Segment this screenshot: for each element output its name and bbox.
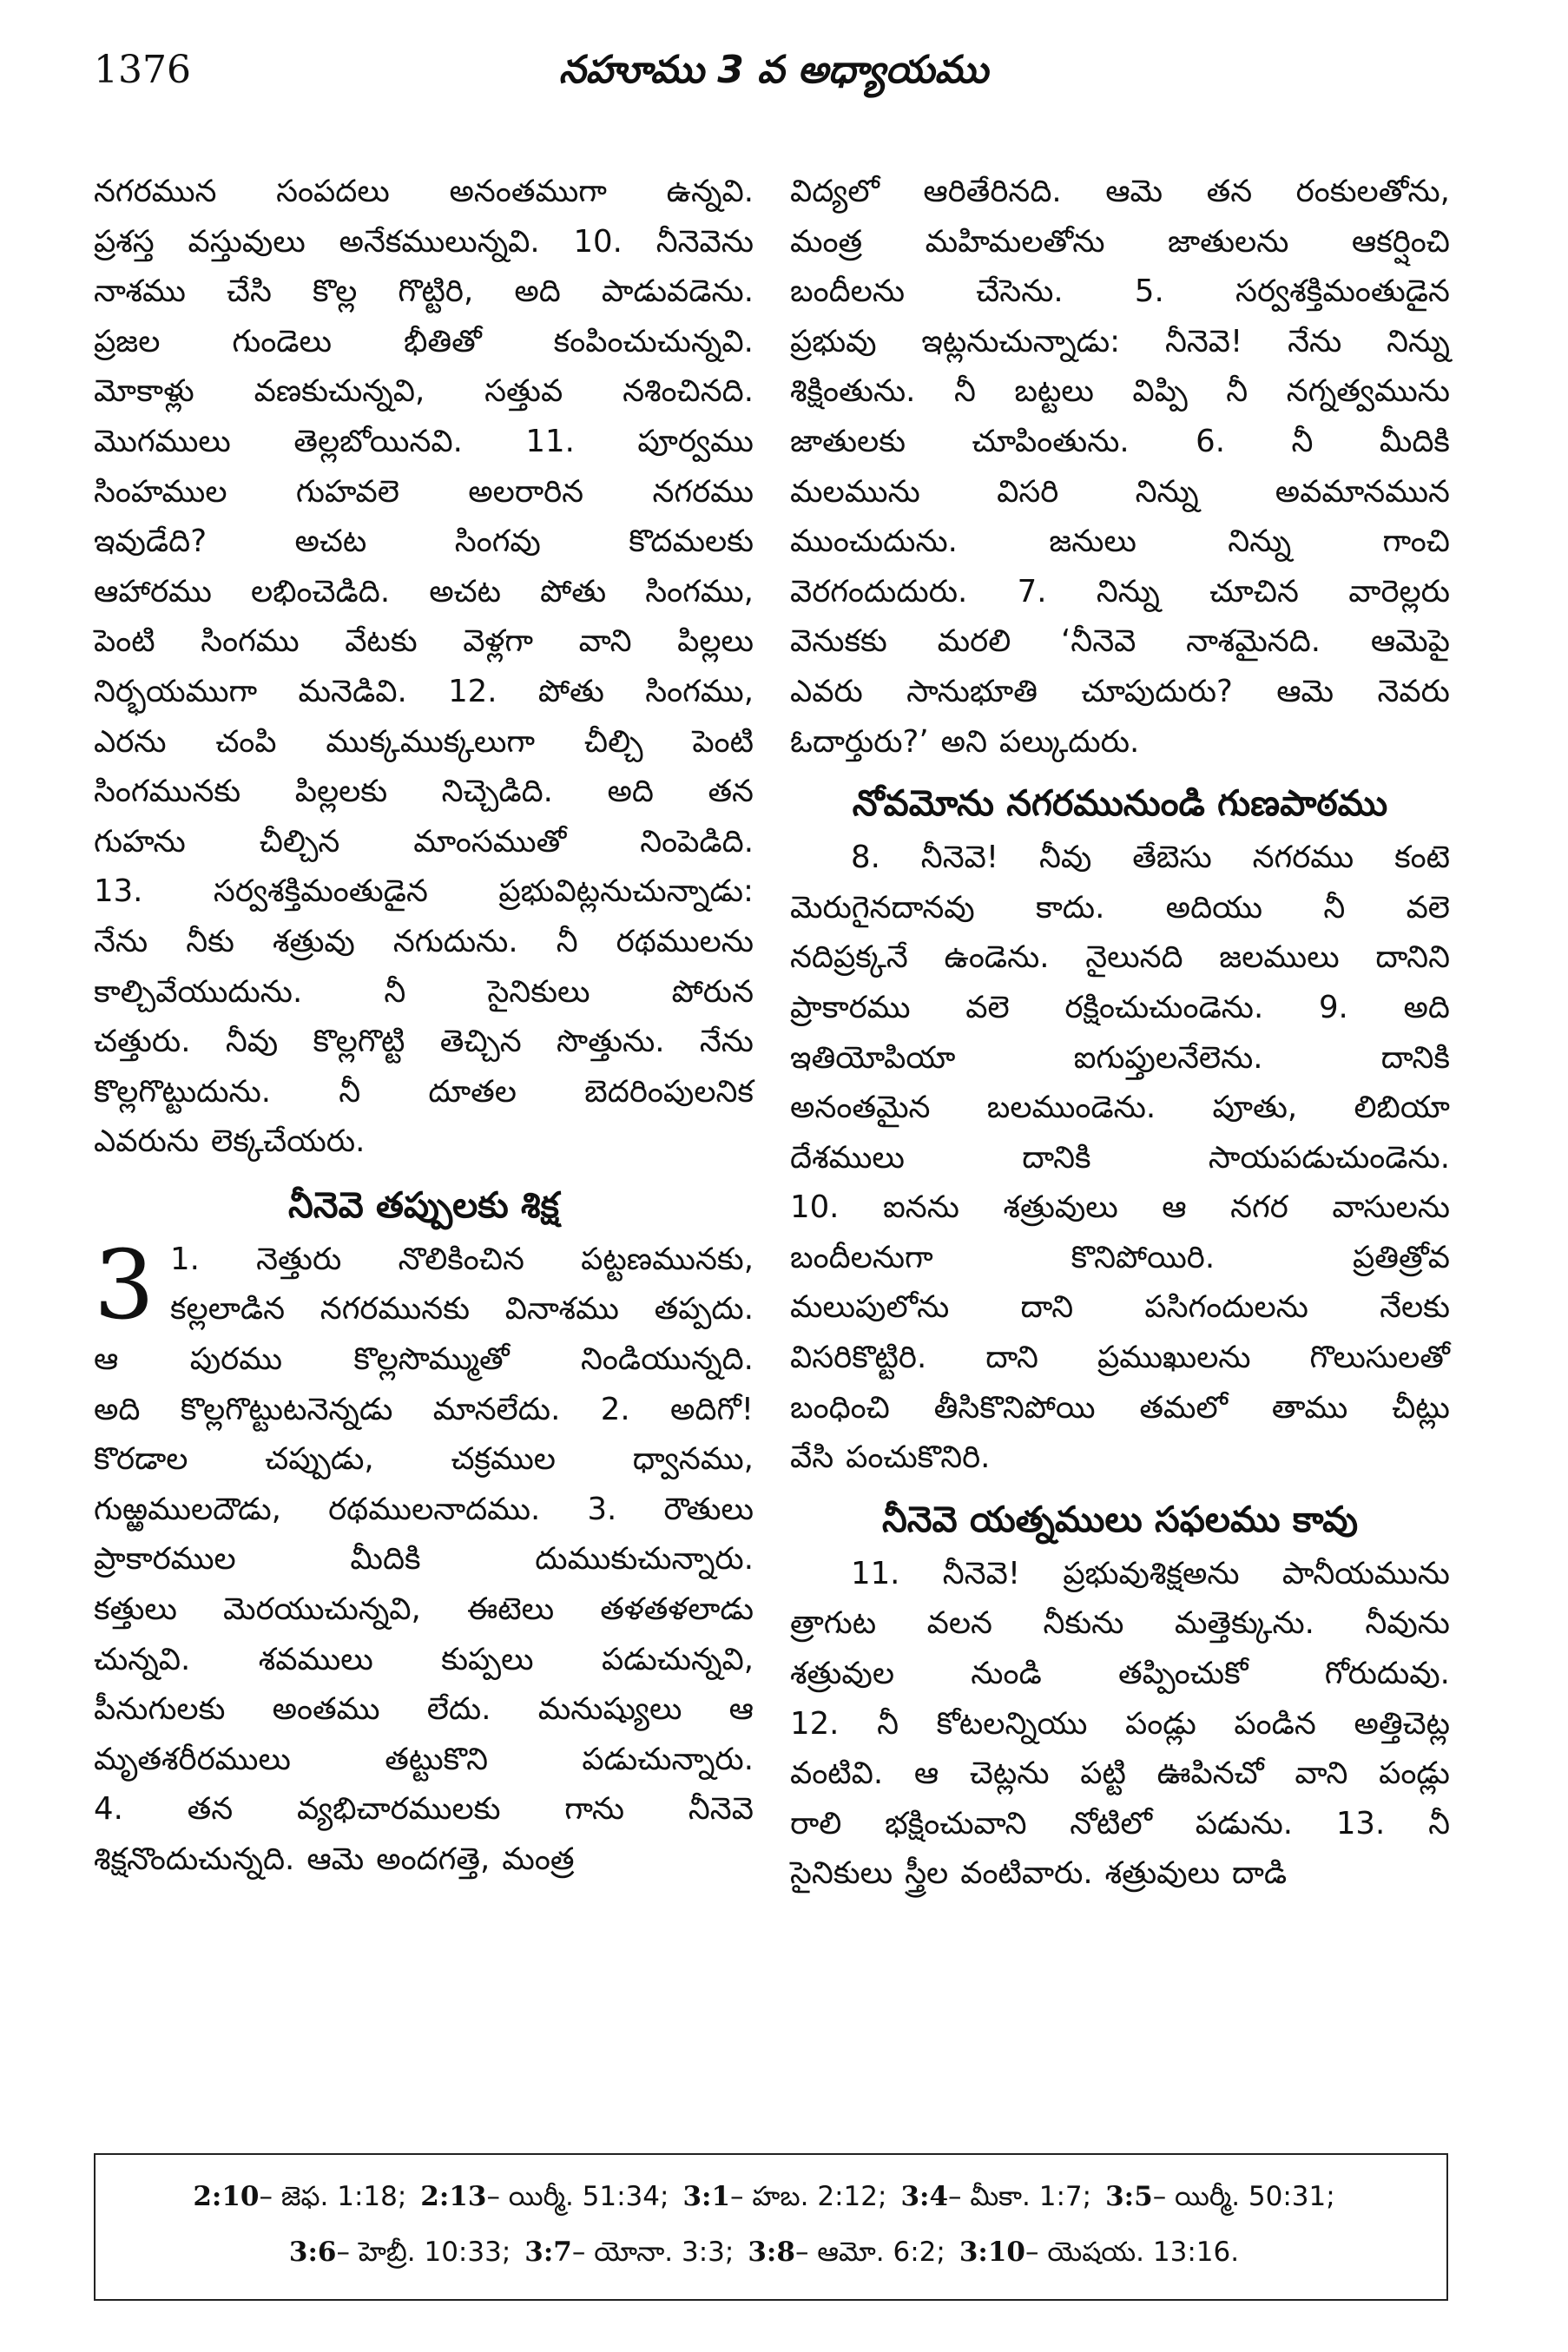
chapter-number: 3 (94, 1229, 155, 1341)
cross-reference (524, 2237, 734, 2268)
reference-target: – జెఫ. 1:18; (259, 2181, 407, 2212)
cross-reference (959, 2237, 1239, 2268)
cross-reference-box (94, 2153, 1448, 2301)
text-line: సింహముల గుహవలె అలరారిన నగరము (94, 473, 754, 510)
text-line: వంటివి. ఆ చెట్లను పట్టి ఊపినచో వాని పండ్లు (790, 1756, 1450, 1792)
cross-reference-line (96, 2181, 1446, 2218)
text-line: విసరికొట్టిరి. దాని ప్రముఖులను గొలుసులతో (790, 1340, 1450, 1376)
text-line: త్రాగుట వలన నీకును మత్తెక్కును. నీవును (790, 1605, 1450, 1642)
cross-reference-line (96, 2237, 1446, 2274)
verse-ref: 3:10 (959, 2237, 1025, 2268)
left-column (94, 167, 754, 1885)
running-title: నహూము 3 వ అధ్యాయము (558, 48, 989, 92)
verse-ref: 3:8 (748, 2237, 795, 2268)
cross-reference (748, 2237, 945, 2268)
chapter-start (94, 1229, 754, 1885)
text-line: బందీలను చేసెను. 5. సర్వశక్తిమంతుడైన (790, 273, 1450, 310)
section-heading: నీనెవె యత్నములు సఫలము కావు (881, 1498, 1359, 1540)
cross-reference (289, 2237, 511, 2268)
text-line: వెనుకకు మరలి ‘నీనెవె నాశమైనది. ఆమెపై (790, 623, 1450, 660)
text-line: ఎవరును లెక్కచేయరు. (94, 1123, 366, 1160)
text-line: బందీలనుగా కొనిపోయిరి. ప్రతిత్రోవ (790, 1239, 1450, 1275)
text-line: దేశములు దానికి సాయపడుచుండెను. (790, 1139, 1450, 1176)
text-line: ప్రభువు ఇట్లనుచున్నాడు: నీనెవె! నేను నిన్ను (790, 323, 1450, 359)
text-line: మంత్ర మహిమలతోను జాతులను ఆకర్షించి (790, 223, 1450, 260)
text-line: గుఱ్ఱములదౌడు, రథములనాదము. 3. రౌతులు (94, 1491, 754, 1527)
text-line: ప్రశస్త వస్తువులు అనేకములున్నవి. 10. నీనెవెను (94, 223, 754, 260)
text-line: వెరగందుదురు. 7. నిన్ను చూచిన వారెల్లరు (790, 573, 1450, 609)
text-line: మోకాళ్లు వణకుచున్నవి, సత్తువ నశించినది. (94, 373, 754, 410)
cross-reference (900, 2181, 1091, 2212)
text-line: ప్రాకారము వలె రక్షించుచుండెను. 9. అది (790, 989, 1450, 1025)
text-line: ఇతియోపియా ఐగుప్తులనేలెను. దానికి (790, 1039, 1450, 1076)
text-line: పీనుగులకు అంతము లేదు. మనుష్యులు ఆ (94, 1691, 754, 1728)
page-header (94, 48, 1453, 109)
paragraph (790, 167, 1450, 767)
text-line: చత్తురు. నీవు కొల్లగొట్టి తెచ్చిన సొత్తును. నేను (94, 1024, 754, 1060)
text-line: శిక్షింతును. నీ బట్టలు విప్పి నీ నగ్నత్వమును (790, 373, 1450, 410)
reference-target: – ఆమో. 6:2; (794, 2237, 945, 2268)
text-line: శత్రువుల నుండి తప్పించుకో గోరుదువు. (790, 1656, 1450, 1692)
text-line: ఓదార్తురు?’ అని పల్కుదురు. (790, 723, 1140, 760)
reference-target: – హబ. 2:12; (730, 2181, 887, 2212)
text-line: కల్లలాడిన నగరమునకు వినాశము తప్పదు. (170, 1291, 754, 1328)
text-line: కొరడాల చప్పుడు, చక్రముల ధ్వానము, (94, 1441, 754, 1478)
text-line: నగరమున సంపదలు అనంతముగా ఉన్నవి. (94, 174, 754, 209)
text-line: విద్యలో ఆరితేరినది. ఆమె తన రంకులతోను, (790, 174, 1450, 209)
text-line: 10. ఐనను శత్రువులు ఆ నగర వాసులను (790, 1189, 1450, 1226)
verse-ref: 3:1 (682, 2181, 731, 2212)
text-line: 11. నీనెవె! ప్రభువుశిక్షఅను పానీయమును (851, 1555, 1450, 1591)
text-line: అది కొల్లగొట్టుటనెన్నడు మానలేదు. 2. అదిగో! (94, 1391, 754, 1427)
text-line: మెరుగైనదానవు కాదు. అదియు నీ వలె (790, 889, 1450, 926)
cross-reference (682, 2181, 886, 2212)
text-line: 4. తన వ్యభిచారములకు గాను నీనెవె (94, 1791, 754, 1828)
text-line: అనంతమైన బలముండెను. పూతు, లిబియా (790, 1090, 1450, 1126)
text-line: నాశము చేసి కొల్ల గొట్టిరి, అది పాడువడెను. (94, 273, 754, 310)
text-line: బంధించి తీసికొనిపోయి తమలో తాము చీట్లు (790, 1389, 1450, 1426)
text-line: ఎవరు సానుభూతి చూపుదురు? ఆమె నెవరు (790, 673, 1450, 709)
verse-ref: 3:5 (1105, 2181, 1153, 2212)
text-line: పెంటి సింగము వేటకు వెళ్లగా వాని పిల్లలు (94, 623, 754, 660)
text-line: నదిప్రక్కనే ఉండెను. నైలునది జలములు దానిని (790, 939, 1450, 976)
text-line: శిక్షనొందుచున్నది. ఆమె అందగత్తె, మంత్ర (94, 1841, 575, 1877)
right-column (790, 167, 1450, 1899)
text-line: సైనికులు స్త్రీల వంటివారు. శత్రువులు దాడి (790, 1855, 1288, 1892)
reference-target: – హెబ్రీ. 10:33; (336, 2237, 511, 2268)
verse-ref: 3:4 (900, 2181, 949, 2212)
text-line: ఇవుడేది? అచట సింగవు కొదమలకు (94, 524, 754, 560)
text-line: ఎరను చంపి ముక్కముక్కలుగా చీల్చి పెంటి (94, 723, 754, 760)
text-line: ఆహారము లభించెడిది. అచట పోతు సింగము, (94, 573, 754, 609)
text-line: కొల్లగొట్టుదును. నీ దూతల బెదరింపులనిక (94, 1073, 754, 1110)
text-line: గుహను చీల్చిన మాంసముతో నింపెడిది. (94, 823, 754, 860)
verse-ref: 2:10 (193, 2181, 260, 2212)
section-heading: నీనెవె తప్పులకు శిక్ష (288, 1183, 559, 1226)
text-line: రాలి భక్షించువాని నోటిలో పడును. 13. నీ (790, 1805, 1450, 1841)
reference-target: – యోనా. 3:3; (571, 2237, 735, 2268)
verse-ref: 2:13 (420, 2181, 487, 2212)
reference-target: – యిర్మీ. 50:31; (1152, 2181, 1335, 2212)
text-line: ప్రాకారముల మీదికి దుముకుచున్నారు. (94, 1541, 754, 1578)
verse-ref: 3:6 (288, 2237, 337, 2268)
paragraph (790, 833, 1450, 1483)
section-heading: నోవమోను నగరమునుండి గుణపాఠము (852, 782, 1388, 825)
text-line: జాతులకు చూపింతును. 6. నీ మీదికి (790, 423, 1450, 459)
cross-reference (193, 2181, 406, 2212)
reference-target: – యెషయ. 13:16. (1024, 2237, 1240, 2268)
verse-ref: 3:7 (524, 2237, 572, 2268)
text-line: సింగమునకు పిల్లలకు నిచ్చెడిది. అది తన (94, 774, 754, 810)
text-line: వేసి పంచుకొనిరి. (790, 1440, 991, 1476)
text-line: నిర్భయముగా మనెడివి. 12. పోతు సింగము, (94, 673, 754, 709)
text-line: 8. నీనెవె! నీవు తేబెసు నగరము కంటె (851, 840, 1450, 876)
text-line: నేను నీకు శత్రువు నగుదును. నీ రథములను (94, 923, 754, 959)
page-number: 1376 (94, 48, 191, 92)
text-line: 13. సర్వశక్తిమంతుడైన ప్రభువిట్లనుచున్నాడు: (94, 873, 754, 910)
text-line: మలమును విసరి నిన్ను అవమానమున (790, 473, 1450, 510)
cross-reference (1105, 2181, 1335, 2212)
text-line: మలుపులోను దాని పసిగందులను నేలకు (790, 1289, 1450, 1326)
text-line: చున్నవి. శవములు కుప్పలు పడుచున్నవి, (94, 1641, 754, 1677)
cross-reference (420, 2181, 669, 2212)
text-line: ఆ పురము కొల్లసొమ్ముతో నిండియున్నది. (94, 1341, 754, 1378)
reference-target: – యిర్మీ. 51:34; (486, 2181, 669, 2212)
reference-target: – మీకా. 1:7; (948, 2181, 1092, 2212)
text-line: మొగములు తెల్లబోయినవి. 11. పూర్వము (94, 423, 754, 459)
text-line: మృతశరీరములు తట్టుకొని పడుచున్నారు. (94, 1741, 754, 1777)
text-line: ప్రజల గుండెలు భీతితో కంపించుచున్నవి. (94, 323, 754, 359)
text-line: 12. నీ కోటలన్నియు పండ్లు పండిన అత్తిచెట్ల (790, 1705, 1450, 1742)
text-line: కత్తులు మెరయుచున్నవి, ఈటెలు తళతళలాడు (94, 1591, 754, 1628)
paragraph (94, 167, 754, 1167)
text-line: 1. నెత్తురు నొలికించిన పట్టణమునకు, (170, 1241, 754, 1277)
paragraph (94, 1284, 754, 1884)
text-line: కాల్చివేయుదును. నీ సైనికులు పోరున (94, 973, 754, 1010)
text-line: ముంచుదును. జనులు నిన్ను గాంచి (790, 524, 1450, 560)
paragraph (790, 1549, 1450, 1899)
